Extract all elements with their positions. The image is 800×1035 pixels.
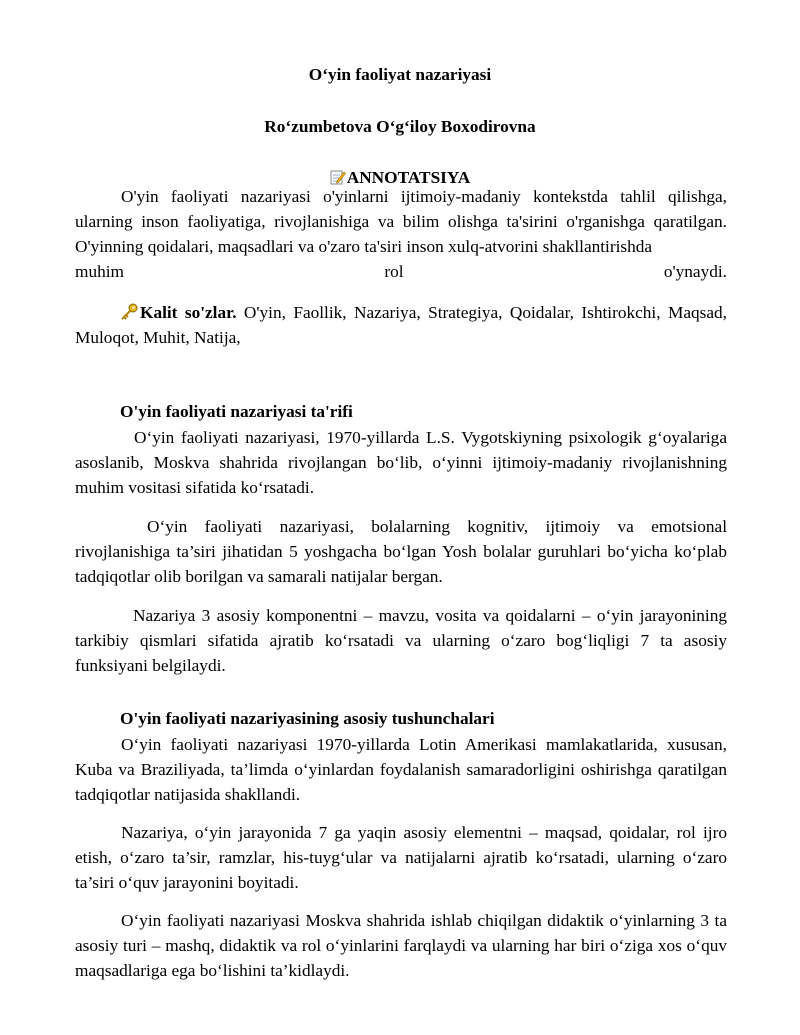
annotation-last-line	[75, 259, 727, 284]
section2-heading: O'yin faoliyati nazariyasining asosiy tushunchalari	[120, 709, 495, 728]
annotation-word: rol	[384, 262, 404, 281]
section1-heading: O'yin faoliyati nazariyasi ta'rifi	[120, 402, 353, 421]
annotation-word: muhim	[75, 262, 124, 281]
keywords-paragraph	[75, 300, 727, 350]
annotation-word: o'ynaydi.	[663, 262, 727, 281]
keywords-text: O'yin, Faollik, Nazariya, Strategiya, Qoidalar, Ishtirokchi, Maqsad, Muloqot, Muhit, Natija,	[75, 303, 727, 347]
section2-paragraph: O‘yin faoliyati nazariyasi 1970-yillarda Lotin Amerikasi mamlakatlarida, xususan, Kuba va Braziliyada, ta’limda o‘yinlardan foydalanish samaradorligini oshirishga qaratilgan tadqiqotlar natijasida shakllandi.	[75, 735, 727, 804]
author-name: Ro‘zumbetova O‘g‘iloy Boxodirovna	[264, 117, 536, 136]
annotation-text: O'yin faoliyati nazariyasi o'yinlarni ijtimoiy-madaniy kontekstda tahlil qilishga, ularning inson faoliyatiga, rivojlanishiga va bilim olishga ta'sirini o'rganishga qaratilgan. O'yinning qoidalari, maqsadlari va o'zaro ta'siri inson xulq-atvorini shakllantirishda	[75, 187, 727, 256]
section1-paragraph: O‘yin faoliyati nazariyasi, bolalarning kognitiv, ijtimoiy va emotsional rivojlanishiga ta’siri jihatidan 5 yoshgacha bo‘lgan Yosh bolalar guruhlari bo‘yicha ko‘plab tadqiqotlar olib borilgan va samarali natijalar bergan.	[75, 517, 727, 586]
annotation-heading-text: ANNOTATSIYA	[346, 168, 471, 187]
annotation-paragraph	[75, 184, 727, 284]
key-icon	[119, 303, 139, 321]
section2-paragraph: O‘yin faoliyati nazariyasi Moskva shahrida ishlab chiqilgan didaktik o‘yinlarning 3 ta asosiy turi – mashq, didaktik va rol o‘yinlarini farqlaydi va ularning har biri o‘ziga xos o‘quv maqsadlariga ega bo‘lishini ta’kidlaydi.	[75, 911, 727, 980]
keywords-label: Kalit so'zlar.	[140, 303, 237, 322]
document-title: O‘yin faoliyat nazariyasi	[308, 65, 492, 84]
section2-paragraph: Nazariya, o‘yin jarayonida 7 ga yaqin asosiy elementni – maqsad, qoidalar, rol ijro etish, o‘zaro ta’sir, ramzlar, his-tuyg‘ular va natijalarni ajratib ko‘rsatadi, ularning o‘zaro ta’siri o‘quv jarayonini boyitadi.	[75, 823, 727, 892]
pencil-note-icon	[330, 169, 346, 185]
section1-paragraph: O‘yin faoliyati nazariyasi, 1970-yillarda L.S. Vygotskiyning psixologik g‘oyalariga asoslanib, Moskva shahrida rivojlangan bo‘lib, o‘yinni ijtimoiy-madaniy rivojlanishning muhim vositasi sifatida ko‘rsatadi.	[75, 428, 727, 497]
section1-paragraph: Nazariya 3 asosiy komponentni – mavzu, vosita va qoidalarni – o‘yin jarayonining tarkibiy qismlari sifatida ajratib ko‘rsatadi va ularning o‘zaro bog‘liqligi 7 ta asosiy funksiyani belgilaydi.	[75, 606, 727, 675]
